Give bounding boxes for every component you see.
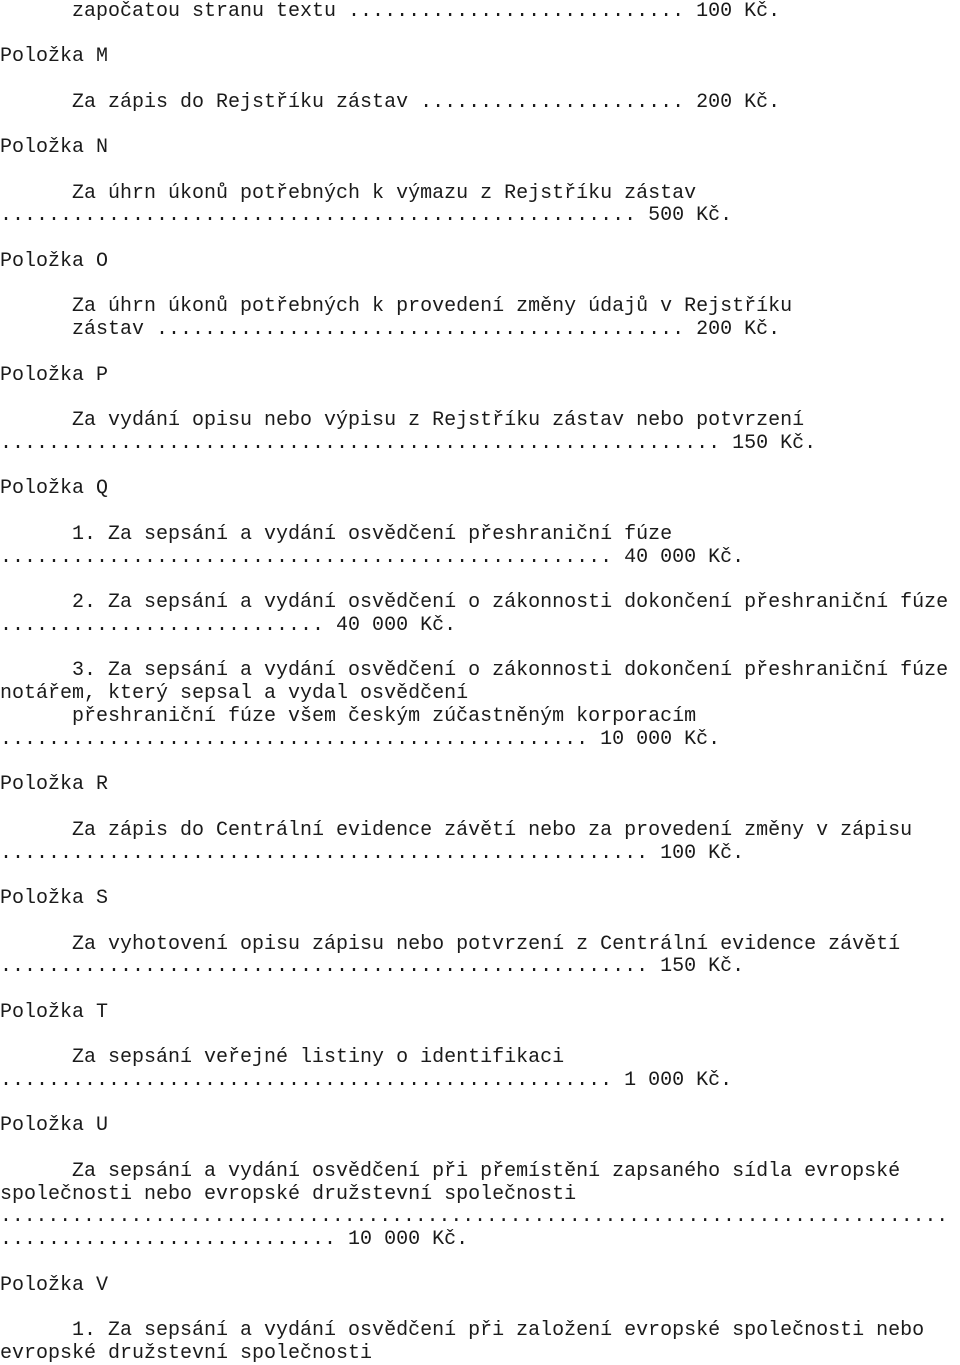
item-heading-r: Položka R bbox=[0, 773, 109, 796]
item-heading-u: Položka U bbox=[0, 1114, 109, 1137]
item-heading-m: Položka M bbox=[0, 45, 109, 68]
text-line: započatou stranu textu ............................ 100 Kč. bbox=[0, 0, 781, 23]
text-line: Za zápis do Rejstříku zástav ...................... 200 Kč. bbox=[0, 91, 781, 114]
text-line: ................................................... 1 000 Kč. bbox=[0, 1069, 733, 1092]
item-heading-s: Položka S bbox=[0, 887, 109, 910]
text-line: ...................................................... 100 Kč. bbox=[0, 842, 745, 865]
text-line: evropské družstevní společnosti bbox=[0, 1342, 373, 1365]
item-heading-o: Položka O bbox=[0, 250, 109, 273]
text-line: Za vyhotovení opisu zápisu nebo potvrzení z Centrální evidence závětí bbox=[0, 933, 901, 956]
text-line: ................................................................................ bbox=[0, 1205, 949, 1227]
text-line: 2. Za sepsání a vydání osvědčení o zákonnosti dokončení přeshraniční fúze bbox=[0, 591, 949, 614]
text-line: ..................................................... 500 Kč. bbox=[0, 204, 733, 227]
item-heading-n: Položka N bbox=[0, 136, 109, 159]
text-line: Za sepsání veřejné listiny o identifikaci bbox=[0, 1046, 565, 1069]
text-line: Za zápis do Centrální evidence závětí nebo za provedení změny v zápisu bbox=[0, 819, 913, 842]
text-line: Za úhrn úkonů potřebných k výmazu z Rejstříku zástav bbox=[0, 182, 697, 205]
text-line: 3. Za sepsání a vydání osvědčení o zákonnosti dokončení přeshraniční fúze bbox=[0, 659, 949, 682]
text-line: Za úhrn úkonů potřebných k provedení změny údajů v Rejstříku bbox=[0, 295, 793, 318]
text-line: ............................ 10 000 Kč. bbox=[0, 1228, 469, 1251]
text-line: 1. Za sepsání a vydání osvědčení přeshraniční fúze bbox=[0, 523, 673, 546]
item-heading-p: Položka P bbox=[0, 364, 109, 387]
text-line: Za vydání opisu nebo výpisu z Rejstříku zástav nebo potvrzení bbox=[0, 409, 805, 432]
text-line: společnosti nebo evropské družstevní společnosti bbox=[0, 1183, 577, 1206]
text-line: ...................................................... 150 Kč. bbox=[0, 955, 745, 978]
text-line: 1. Za sepsání a vydání osvědčení při založení evropské společnosti nebo bbox=[0, 1319, 925, 1342]
item-heading-t: Položka T bbox=[0, 1001, 109, 1024]
text-line: zástav ............................................ 200 Kč. bbox=[0, 318, 781, 341]
text-line: ................................................... 40 000 Kč. bbox=[0, 546, 745, 569]
text-line: ................................................. 10 000 Kč. bbox=[0, 728, 721, 751]
text-line: přeshraniční fúze všem českým zúčastněným korporacím bbox=[0, 705, 697, 728]
item-heading-q: Položka Q bbox=[0, 477, 109, 500]
text-line: notářem, který sepsal a vydal osvědčení bbox=[0, 682, 469, 705]
text-line: Za sepsání a vydání osvědčení při přemístění zapsaného sídla evropské bbox=[0, 1160, 901, 1183]
text-line: ............................................................ 150 Kč. bbox=[0, 432, 817, 455]
text-line: ........................... 40 000 Kč. bbox=[0, 614, 457, 637]
item-heading-v: Položka V bbox=[0, 1274, 109, 1297]
